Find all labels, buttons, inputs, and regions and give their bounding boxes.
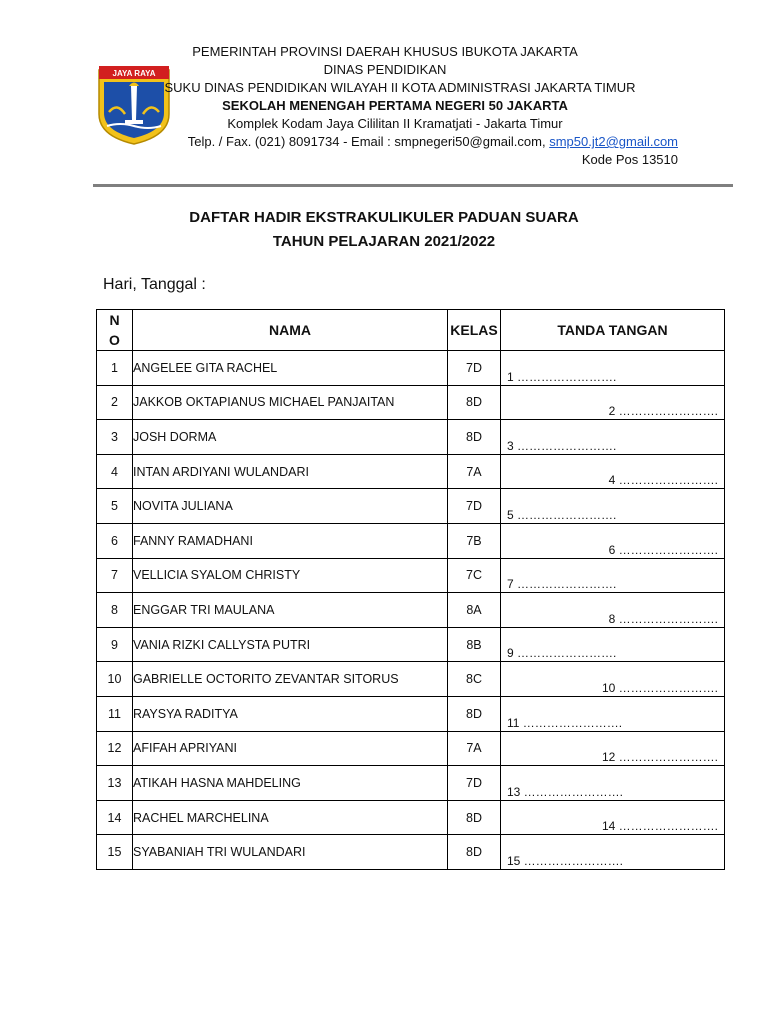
header-no-bottom: O	[109, 332, 120, 348]
attendance-table	[96, 309, 725, 870]
signature-cell[interactable]	[501, 351, 725, 386]
letterhead	[0, 0, 768, 190]
letterhead-address: Komplek Kodam Jaya Cililitan II Kramatjati - Jakarta Timur	[227, 116, 563, 131]
student-name: FANNY RAMADHANI	[133, 523, 448, 558]
letterhead-postcode: Kode Pos 13510	[581, 152, 678, 167]
signature-cell[interactable]	[501, 593, 725, 628]
row-number: 11	[97, 696, 133, 731]
signature-line: 4 …………………….	[608, 473, 718, 488]
signature-cell[interactable]	[501, 420, 725, 455]
signature-cell[interactable]	[501, 662, 725, 697]
row-number: 8	[97, 593, 133, 628]
signature-line: 6 …………………….	[608, 542, 718, 557]
row-number: 7	[97, 558, 133, 593]
signature-cell[interactable]	[501, 558, 725, 593]
table-row	[97, 696, 725, 731]
student-class: 7A	[448, 454, 501, 489]
table-row	[97, 731, 725, 766]
table-header-row	[97, 310, 725, 351]
signature-cell[interactable]	[501, 523, 725, 558]
table-row	[97, 662, 725, 697]
row-number: 10	[97, 662, 133, 697]
row-number: 5	[97, 489, 133, 524]
signature-cell[interactable]	[501, 696, 725, 731]
student-name: ANGELEE GITA RACHEL	[133, 351, 448, 386]
student-name: GABRIELLE OCTORITO ZEVANTAR SITORUS	[133, 662, 448, 697]
student-class: 8D	[448, 835, 501, 870]
student-name: RAYSYA RADITYA	[133, 696, 448, 731]
logo-text: JAYA RAYA	[112, 69, 156, 78]
student-class: 8B	[448, 627, 501, 662]
table-row	[97, 558, 725, 593]
signature-line: 7 …………………….	[507, 577, 617, 592]
document-subtitle: TAHUN PELAJARAN 2021/2022	[272, 233, 496, 250]
letterhead-divider	[93, 184, 733, 187]
letterhead-department: DINAS PENDIDIKAN	[323, 62, 447, 77]
table-row	[97, 800, 725, 835]
signature-cell[interactable]	[501, 385, 725, 420]
signature-line: 3 …………………….	[507, 438, 617, 453]
student-class: 7C	[448, 558, 501, 593]
table-row	[97, 766, 725, 801]
row-number: 4	[97, 454, 133, 489]
student-class: 7A	[448, 731, 501, 766]
contact-text: Telp. / Fax. (021) 8091734 - Email : smpnegeri50@gmail.com,	[187, 134, 550, 149]
student-class: 8D	[448, 800, 501, 835]
row-number: 14	[97, 800, 133, 835]
signature-cell[interactable]	[501, 627, 725, 662]
header-nama: NAMA	[133, 310, 448, 351]
signature-cell[interactable]	[501, 835, 725, 870]
student-class: 8C	[448, 662, 501, 697]
student-class: 8A	[448, 593, 501, 628]
student-name: JOSH DORMA	[133, 420, 448, 455]
table-row	[97, 351, 725, 386]
signature-line: 2 …………………….	[608, 404, 718, 419]
row-number: 13	[97, 766, 133, 801]
table-row	[97, 420, 725, 455]
row-number: 1	[97, 351, 133, 386]
signature-line: 14 …………………….	[601, 819, 718, 834]
table-row	[97, 627, 725, 662]
document-title: DAFTAR HADIR EKSTRAKULIKULER PADUAN SUARA	[189, 209, 579, 226]
letterhead-contact	[188, 133, 678, 151]
signature-cell[interactable]	[501, 731, 725, 766]
table-row	[97, 385, 725, 420]
row-number: 2	[97, 385, 133, 420]
date-label: Hari, Tanggal :	[103, 276, 206, 293]
signature-cell[interactable]	[501, 766, 725, 801]
email-link[interactable]: smp50.jt2@gmail.com	[549, 134, 678, 149]
student-class: 7D	[448, 766, 501, 801]
header-no-top: N	[109, 312, 120, 328]
student-name: AFIFAH APRIYANI	[133, 731, 448, 766]
student-class: 7B	[448, 523, 501, 558]
table-row	[97, 523, 725, 558]
student-name: INTAN ARDIYANI WULANDARI	[133, 454, 448, 489]
row-number: 6	[97, 523, 133, 558]
table-row	[97, 835, 725, 870]
signature-line: 10 …………………….	[601, 680, 718, 695]
student-class: 8D	[448, 696, 501, 731]
student-name: VELLICIA SYALOM CHRISTY	[133, 558, 448, 593]
header-tanda-tangan: TANDA TANGAN	[501, 310, 725, 351]
student-name: VANIA RIZKI CALLYSTA PUTRI	[133, 627, 448, 662]
student-class: 8D	[448, 385, 501, 420]
student-name: RACHEL MARCHELINA	[133, 800, 448, 835]
signature-line: 9 …………………….	[507, 646, 617, 661]
row-number: 9	[97, 627, 133, 662]
signature-cell[interactable]	[501, 454, 725, 489]
row-number: 12	[97, 731, 133, 766]
letterhead-subdepartment: SUKU DINAS PENDIDIKAN WILAYAH II KOTA ADMINISTRASI JAKARTA TIMUR	[164, 80, 636, 95]
signature-cell[interactable]	[501, 800, 725, 835]
table-row	[97, 489, 725, 524]
student-name: NOVITA JULIANA	[133, 489, 448, 524]
letterhead-government: PEMERINTAH PROVINSI DAERAH KHUSUS IBUKOTA JAKARTA	[192, 44, 578, 59]
header-no	[97, 310, 133, 351]
signature-line: 1 …………………….	[507, 369, 617, 384]
table-row	[97, 454, 725, 489]
student-name: SYABANIAH TRI WULANDARI	[133, 835, 448, 870]
header-kelas: KELAS	[448, 310, 501, 351]
signature-line: 15 …………………….	[507, 853, 624, 868]
row-number: 3	[97, 420, 133, 455]
student-class: 8D	[448, 420, 501, 455]
letterhead-school-name: SEKOLAH MENENGAH PERTAMA NEGERI 50 JAKARTA	[222, 98, 568, 113]
student-class: 7D	[448, 489, 501, 524]
signature-cell[interactable]	[501, 489, 725, 524]
student-name: JAKKOB OKTAPIANUS MICHAEL PANJAITAN	[133, 385, 448, 420]
student-name: ENGGAR TRI MAULANA	[133, 593, 448, 628]
signature-line: 12 …………………….	[601, 750, 718, 765]
table-row	[97, 593, 725, 628]
signature-line: 8 …………………….	[608, 611, 718, 626]
signature-line: 11 …………………….	[507, 715, 623, 730]
row-number: 15	[97, 835, 133, 870]
signature-line: 5 …………………….	[507, 507, 617, 522]
student-class: 7D	[448, 351, 501, 386]
signature-line: 13 …………………….	[507, 784, 624, 799]
student-name: ATIKAH HASNA MAHDELING	[133, 766, 448, 801]
